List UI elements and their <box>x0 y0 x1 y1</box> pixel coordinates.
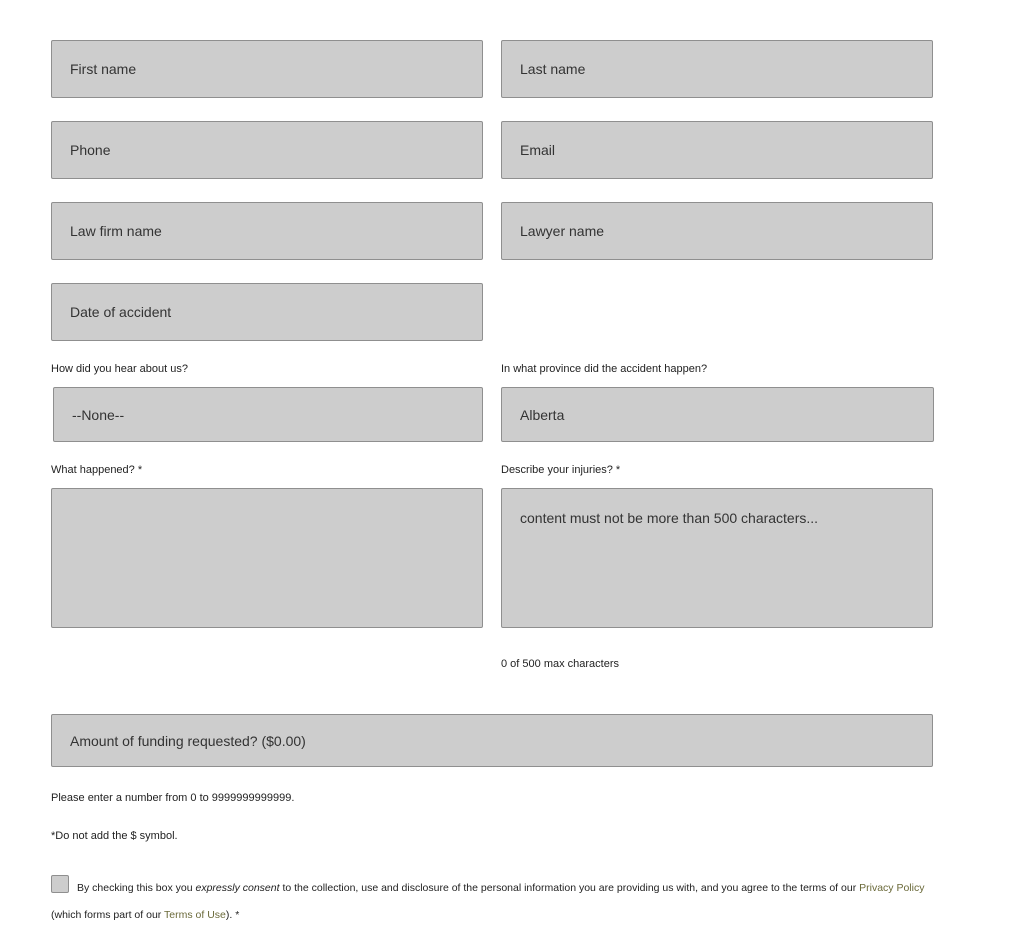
hear-about-label: How did you hear about us? <box>51 363 188 375</box>
hear-about-selected-value: --None-- <box>72 406 125 423</box>
consent-text-4: ). * <box>225 909 240 921</box>
injuries-placeholder: content must not be more than 500 characters... <box>520 510 819 526</box>
first-name-placeholder: First name <box>70 61 137 77</box>
phone-placeholder: Phone <box>70 142 111 158</box>
province-label: In what province did the accident happen? <box>501 363 708 375</box>
date-of-accident-input[interactable] <box>51 283 483 341</box>
funding-amount-input[interactable] <box>51 714 933 767</box>
what-happened-label: What happened? * <box>51 464 143 476</box>
injuries-label: Describe your injuries? * <box>501 464 621 476</box>
character-count: 0 of 500 max characters <box>501 658 620 670</box>
first-name-input[interactable] <box>51 40 483 98</box>
injuries-textarea[interactable] <box>501 488 933 628</box>
email-input[interactable] <box>501 121 933 179</box>
consent-text-emphasis: expressly consent <box>195 882 280 894</box>
consent-text-2: to the collection, use and disclosure of the personal information you are providing us with, and you agree to the terms of our <box>279 882 860 894</box>
last-name-input[interactable] <box>501 40 933 98</box>
province-select[interactable] <box>501 387 934 442</box>
terms-of-use-link[interactable]: Terms of Use <box>164 909 226 921</box>
phone-input[interactable] <box>51 121 483 179</box>
consent-text-1: By checking this box you <box>77 882 196 894</box>
last-name-placeholder: Last name <box>520 61 586 77</box>
lawyer-name-placeholder: Lawyer name <box>520 223 605 239</box>
consent-text <box>51 875 936 929</box>
province-selected-value: Alberta <box>520 406 565 423</box>
funding-amount-placeholder: Amount of funding requested? ($0.00) <box>70 732 306 749</box>
email-placeholder: Email <box>520 142 556 158</box>
lawyer-name-input[interactable] <box>501 202 933 260</box>
date-of-accident-placeholder: Date of accident <box>70 304 172 320</box>
law-firm-placeholder: Law firm name <box>70 223 162 239</box>
consent-text-3: (which forms part of our <box>51 909 165 921</box>
law-firm-input[interactable] <box>51 202 483 260</box>
privacy-policy-link[interactable]: Privacy Policy <box>859 882 925 894</box>
number-range-note: Please enter a number from 0 to 9999999999999. <box>51 792 295 804</box>
what-happened-textarea[interactable] <box>51 488 483 628</box>
dollar-symbol-note: *Do not add the $ symbol. <box>51 830 178 842</box>
hear-about-select[interactable] <box>53 387 483 442</box>
